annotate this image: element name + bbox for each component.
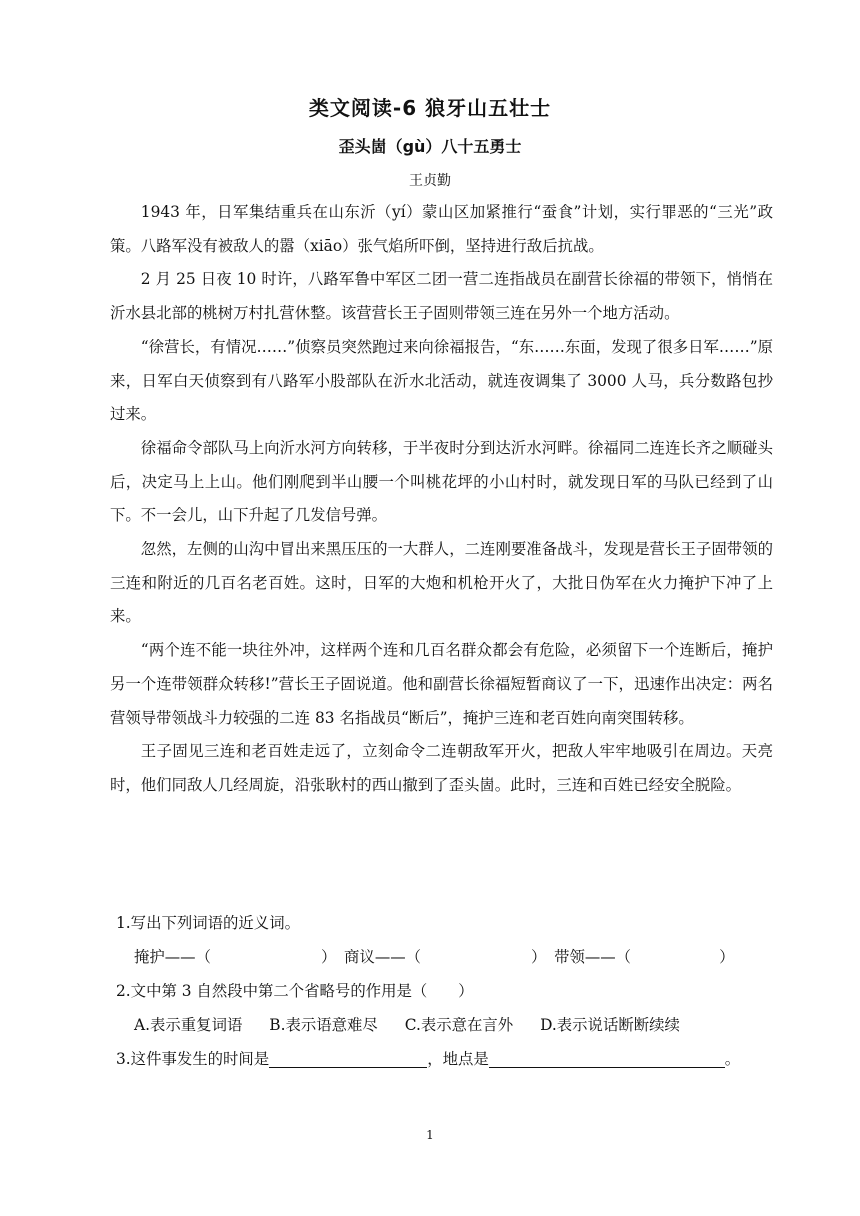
question-3-time-label: 3.这件事发生的时间是 — [116, 1050, 270, 1068]
option-a[interactable]: A.表示重复词语 — [134, 1016, 243, 1034]
question-1-prompt: 1.写出下列词语的近义词。 — [116, 914, 300, 932]
synonym-item-dailing: ） 带领——（ — [531, 948, 632, 966]
paragraph: “两个连不能一块往外冲，这样两个连和几百名群众都会有危险，必须留下一个连断后，掩护另一个连带领群众转移!”营长王子固说道。他和副营长徐福短暂商议了一下，迅速作出决定：两名营领导带领战斗力较强的二连 83 名指战员“断后”，掩护三连和老百姓向南突围转移。 — [110, 641, 773, 727]
option-d[interactable]: D.表示说话断断续续 — [540, 1016, 680, 1034]
article-body — [110, 196, 773, 803]
synonym-close: ） — [719, 948, 735, 966]
question-3-end: 。 — [724, 1050, 741, 1068]
question-1-answers — [116, 940, 776, 974]
option-c[interactable]: C.表示意在言外 — [404, 1016, 514, 1034]
article-author: 王贞勤 — [409, 173, 451, 189]
document-title: 类文阅读-6 狼牙山五壮士 — [308, 96, 552, 120]
time-blank[interactable] — [269, 1049, 427, 1068]
question-2-options — [116, 1008, 776, 1042]
synonym-item-yanhu: 掩护——（ — [134, 948, 211, 966]
article-title: 歪头崮（gù）八十五勇士 — [338, 137, 522, 156]
paragraph: 徐福命令部队马上向沂水河方向转移，于半夜时分到达沂水河畔。徐福同二连连长齐之顺碰头后，决定马上上山。他们刚爬到半山腰一个叫桃花坪的小山村时，就发现日军的马队已经到了山下。不一会儿，山下升起了几发信号弹。 — [110, 438, 773, 525]
paragraph: 2 月 25 日夜 10 时许，八路军鲁中军区二团一营二连指战员在副营长徐福的带领下，悄悄在沂水县北部的桃树万村扎营休整。该营营长王子固则带领三连在另外一个地方活动。 — [110, 270, 773, 323]
paragraph: 1943 年，日军集结重兵在山东沂（yí）蒙山区加紧推行“蚕食”计划，实行罪恶的“三光”政策。八路军没有被敌人的嚣（xiāo）张气焰所吓倒，坚持进行敌后抗战。 — [110, 203, 773, 255]
page-number: 1 — [426, 1128, 434, 1142]
place-blank[interactable] — [489, 1049, 725, 1068]
questions-section — [116, 906, 776, 1076]
question-3 — [116, 1042, 776, 1076]
paragraph: 忽然，左侧的山沟中冒出来黑压压的一大群人，二连刚要准备战斗，发现是营长王子固带领的三连和附近的几百名老百姓。这时，日军的大炮和机枪开火了，大批日伪军在火力掩护下冲了上来。 — [110, 540, 773, 626]
synonym-item-shangyi: ） 商议——（ — [320, 948, 422, 966]
paragraph: 王子固见三连和老百姓走远了，立刻命令二连朝敌军开火，把敌人牢牢地吸引在周边。天亮时，他们同敌人几经周旋，沿张耿村的西山撤到了歪头崮。此时，三连和百姓已经安全脱险。 — [110, 742, 773, 794]
paragraph: “徐营长，有情况……”侦察员突然跑过来向徐福报告，“东……东面，发现了很多日军……”原来，日军白天侦察到有八路军小股部队在沂水北活动，就连夜调集了 3000 人马，兵分数路包抄过来。 — [110, 337, 773, 424]
question-2-prompt: 2.文中第 3 自然段中第二个省略号的作用是（ ） — [116, 982, 474, 1000]
question-3-place-label: ，地点是 — [427, 1050, 489, 1068]
option-b[interactable]: B.表示语意难尽 — [269, 1016, 378, 1034]
